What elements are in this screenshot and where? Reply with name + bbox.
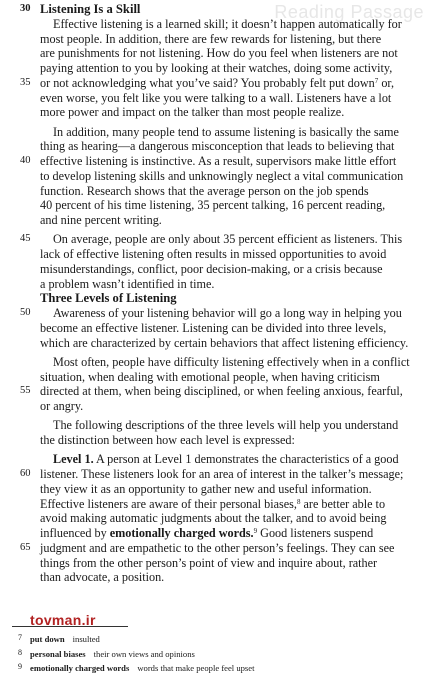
text-line: [0, 556, 430, 571]
text-line: [0, 541, 430, 556]
text-line: [0, 213, 430, 228]
line-number: 45: [20, 233, 31, 245]
line-text: become an effective listener. Listening can be divided into three levels,: [40, 320, 387, 335]
line-text: a problem wasn’t identified in time.: [40, 276, 215, 291]
line-text: situation, when dealing with emotional people, when having criticism: [40, 369, 380, 384]
text-line: [0, 355, 430, 370]
text-line: [0, 32, 430, 47]
line-text: function. Research shows that the average person on the job spends: [40, 183, 369, 198]
text-line: [0, 169, 430, 184]
text-line: [0, 321, 430, 336]
line-text: to develop listening skills and unknowingly neglect a vital communication: [40, 168, 404, 183]
line-text: influenced by: [40, 526, 110, 540]
text-line: [0, 232, 430, 247]
text-line: [0, 46, 430, 61]
text-line: [0, 198, 430, 213]
line-text: Three Levels of Listening: [40, 291, 177, 306]
text-line: [0, 139, 430, 154]
faded-page-header: Reading Passage: [274, 2, 424, 22]
footnote: [18, 646, 254, 661]
line-text: effective listening is instinctive. As a result, supervisors make little effort: [40, 154, 397, 168]
line-text: they view it as an opportunity to gather new and useful information.: [40, 481, 372, 496]
text-line: [0, 184, 430, 199]
line-number: 60: [20, 468, 31, 479]
line-number: 65: [20, 541, 31, 553]
line-text: or not acknowledging what you’ve said? You probably felt put down: [40, 75, 375, 90]
line-text: misunderstandings, conflict, poor decision-making, or a crisis because: [40, 261, 383, 276]
line-text: In addition, many people tend to assume listening is basically the same: [53, 124, 399, 139]
line-text: A person at Level 1 demonstrates the characteristics of a good: [93, 452, 399, 467]
text-line: [0, 154, 430, 169]
section-heading: [0, 2, 430, 17]
footnote-divider: [12, 626, 128, 627]
footnote-term: put down: [30, 634, 65, 644]
text-line: [0, 125, 430, 140]
section-heading: [0, 291, 430, 306]
line-text: lack of effective listening often results in missed opportunities to avoid: [40, 247, 387, 261]
footnote-marker: 7: [374, 76, 379, 85]
text-line: [0, 511, 430, 526]
line-text: even worse, you felt like you were talking to a wall. Listeners have a lot: [40, 90, 392, 105]
text-line: [0, 76, 430, 91]
line-text: things from the other person’s point of view and inquire about, rather: [40, 555, 378, 570]
line-text: or angry.: [40, 399, 84, 413]
line-text: which are characterized by certain behaviors that affect listening efficiency.: [40, 335, 409, 350]
footnote-term: personal biases: [30, 648, 86, 659]
line-text: Awareness of your listening behavior will go a long way in helping you: [53, 306, 402, 320]
line-text: Most often, people have difficulty listening effectively when in a conflict: [53, 354, 410, 369]
text-line: [0, 570, 430, 585]
footnotes: [18, 631, 254, 675]
text-line: [0, 247, 430, 262]
line-text-continued: are better able to: [300, 496, 386, 511]
line-number: 40: [20, 155, 31, 166]
line-text: thing as hearing—a dangerous misconception that leads to believing that: [40, 139, 395, 154]
line-text: avoid making automatic judgments about the talker, and to avoid being: [40, 511, 387, 526]
text-line: [0, 384, 430, 399]
text-line: [0, 262, 430, 277]
text-line: [0, 306, 430, 321]
line-text-continued: Good listeners suspend: [257, 526, 374, 540]
footnote: [18, 631, 254, 646]
footnote-term: emotionally charged words: [30, 663, 130, 673]
text-line: [0, 277, 430, 292]
line-text: than advocate, a position.: [40, 570, 165, 585]
footnote-definition: insulted: [72, 634, 100, 644]
line-text: Effective listening is a learned skill; it doesn’t happen automatically for: [53, 16, 402, 31]
line-text: directed at them, when being disciplined, or when feeling anxious, fearful,: [40, 384, 403, 399]
line-text: and nine percent writing.: [40, 213, 162, 227]
footnote-marker: 8: [296, 497, 301, 506]
line-text: The following descriptions of the three levels will help you understand: [53, 418, 399, 433]
text-line: [0, 17, 430, 32]
line-text: listener. These listeners look for an area of interest in the talker’s message;: [40, 467, 404, 481]
text-line: [0, 61, 430, 76]
glossed-term: emotionally charged words.: [109, 526, 254, 540]
line-text: most people. In addition, there are few rewards for listening, but there: [40, 31, 382, 46]
line-text: 40 percent of his time listening, 35 percent talking, 16 percent reading,: [40, 198, 386, 213]
text-line: [0, 336, 430, 351]
footnote-marker: 9: [253, 527, 258, 535]
line-text: judgment and are empathetic to the other person’s feelings. They can see: [40, 540, 395, 555]
line-text: are punishments for not listening. How do you feel when listeners are not: [40, 46, 398, 61]
passage-text: [0, 2, 430, 585]
text-line: [0, 433, 430, 448]
line-text: more power and impact on the talker than most people realize.: [40, 105, 345, 120]
text-line: [0, 482, 430, 497]
line-text: On average, people are only about 35 percent efficient as listeners. This: [53, 232, 403, 247]
text-line: [0, 497, 430, 512]
footnote-definition: their own views and opinions: [93, 648, 195, 659]
level-label: Level 1.: [53, 452, 94, 467]
text-line: [0, 467, 430, 482]
footnote-number: 7: [18, 633, 22, 642]
text-line: [0, 452, 430, 467]
text-line: [0, 370, 430, 385]
line-number: 55: [20, 385, 31, 397]
line-text: paying attention to you by looking at their watches, doing some activity,: [40, 61, 393, 75]
text-line: [0, 418, 430, 433]
text-line: [0, 105, 430, 120]
text-line: [0, 399, 430, 414]
line-text: the distinction between how each level is expressed:: [40, 433, 295, 447]
footnote-number: 8: [18, 647, 22, 657]
footnote: [18, 660, 254, 675]
footnote-definition: words that make people feel upset: [137, 663, 255, 673]
footnote-number: 9: [18, 662, 22, 671]
line-number: 30: [20, 3, 31, 14]
source-watermark: tovman.ir: [30, 612, 96, 628]
line-number: 50: [20, 307, 31, 318]
line-text: Listening Is a Skill: [40, 2, 141, 16]
text-line: [0, 526, 430, 541]
line-text-continued: or,: [378, 75, 395, 90]
line-text: Effective listeners are aware of their personal biases,: [40, 496, 297, 511]
text-line: [0, 91, 430, 106]
line-number: 35: [20, 76, 31, 88]
